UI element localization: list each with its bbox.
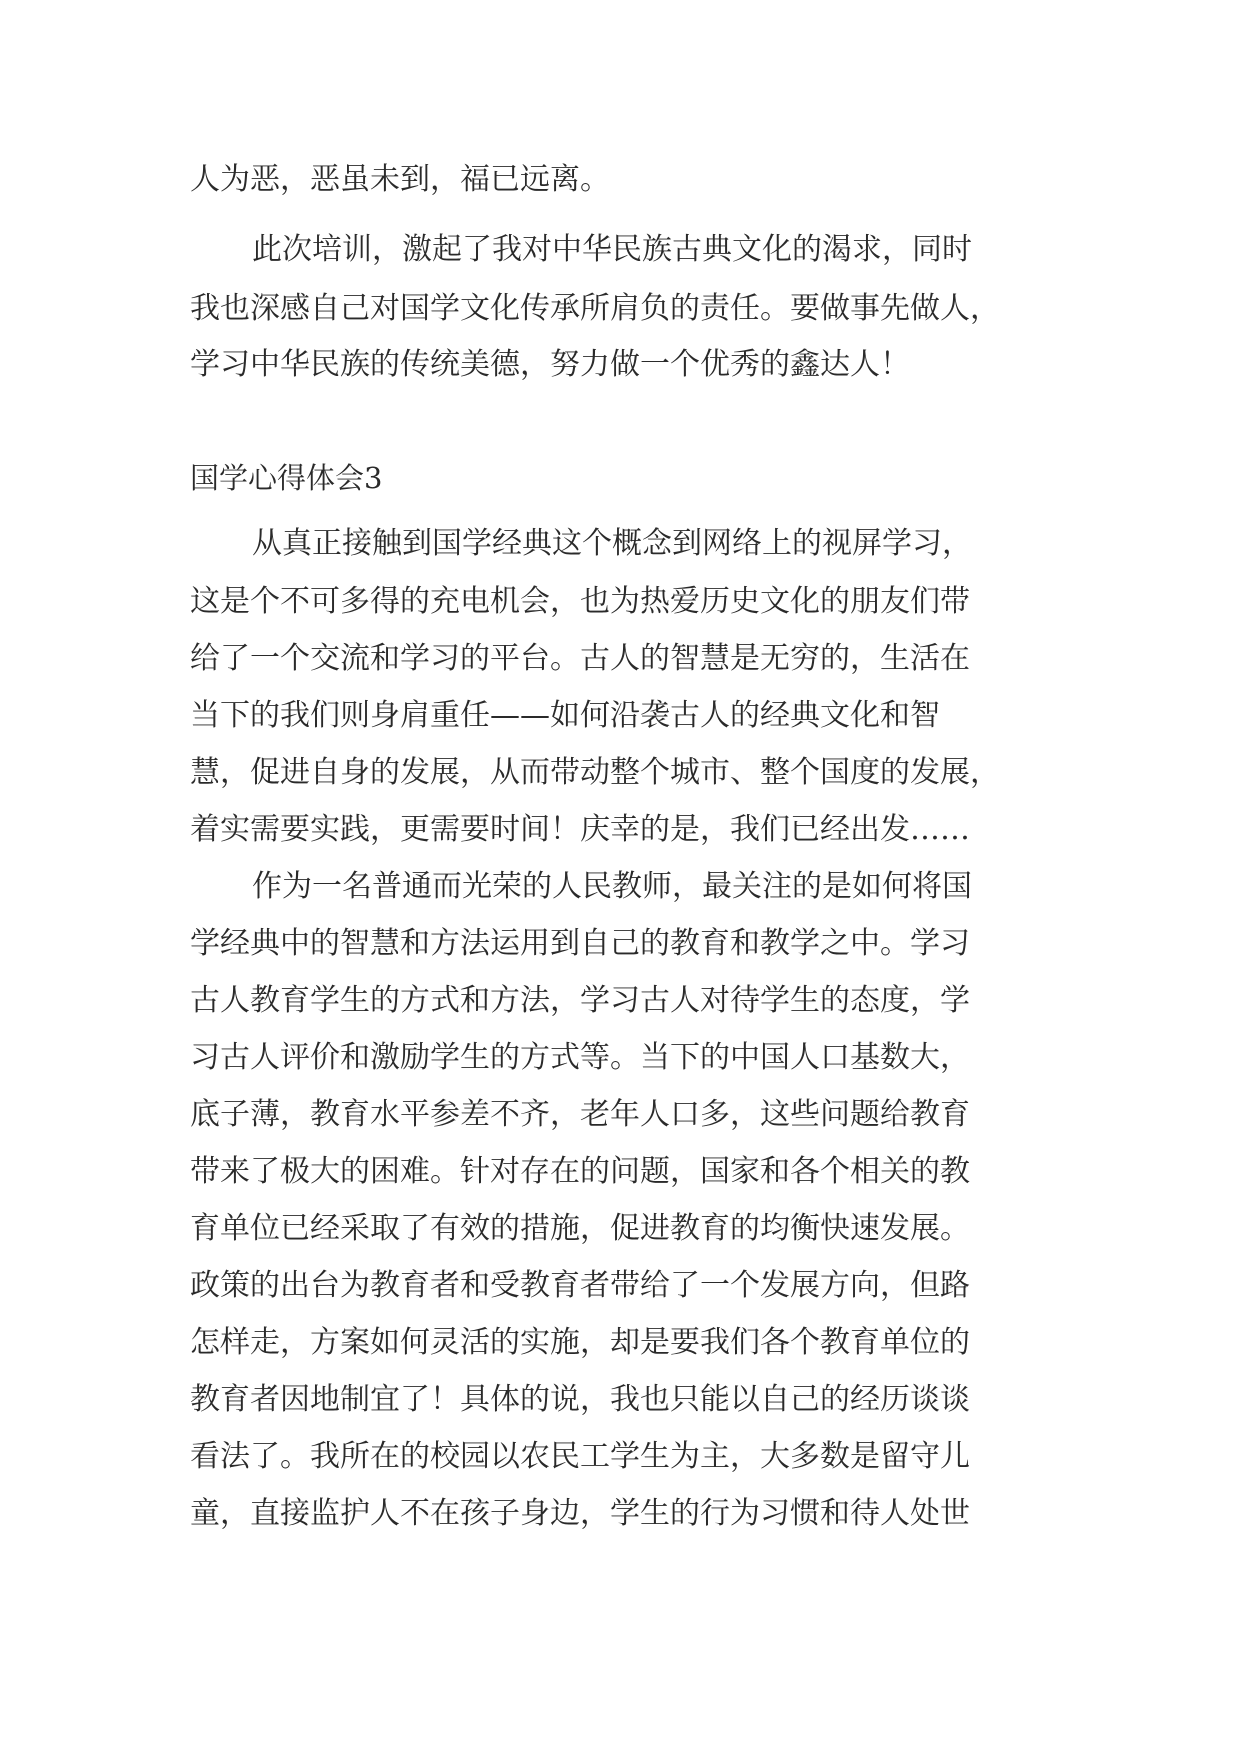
text-line: 习古人评价和激励学生的方式等。当下的中国人口基数大， xyxy=(190,1040,970,1075)
text-line: 看法了。我所在的校园以农民工学生为主，大多数是留守儿 xyxy=(190,1439,970,1474)
section-heading: 国学心得体会3 xyxy=(190,461,383,495)
text-line: 当下的我们则身肩重任——如何沿袭古人的经典文化和智 xyxy=(190,698,940,733)
text-line: 带来了极大的困难。针对存在的问题，国家和各个相关的教 xyxy=(190,1154,970,1189)
text-line: 学经典中的智慧和方法运用到自己的教育和教学之中。学习 xyxy=(190,926,970,961)
text-line: 我也深感自己对国学文化传承所肩负的责任。要做事先做人， xyxy=(190,291,1000,326)
text-line: 育单位已经采取了有效的措施，促进教育的均衡快速发展。 xyxy=(190,1211,970,1246)
paragraph-first-line: 作为一名普通而光荣的人民教师，最关注的是如何将国 xyxy=(252,869,972,904)
text-line: 底子薄，教育水平参差不齐，老年人口多，这些问题给教育 xyxy=(190,1097,970,1132)
text-line: 童，直接监护人不在孩子身边，学生的行为习惯和待人处世 xyxy=(190,1496,970,1531)
paragraph-first-line: 从真正接触到国学经典这个概念到网络上的视屏学习， xyxy=(252,526,972,561)
paragraph-first-line: 此次培训，激起了我对中华民族古典文化的渴求，同时 xyxy=(252,232,972,267)
text-line: 慧，促进自身的发展，从而带动整个城市、整个国度的发展， xyxy=(190,755,1000,790)
text-line: 这是个不可多得的充电机会，也为热爱历史文化的朋友们带 xyxy=(190,584,970,619)
text-line: 怎样走，方案如何灵活的实施，却是要我们各个教育单位的 xyxy=(190,1325,970,1360)
text-line: 政策的出台为教育者和受教育者带给了一个发展方向，但路 xyxy=(190,1268,970,1303)
text-line: 给了一个交流和学习的平台。古人的智慧是无穷的，生活在 xyxy=(190,641,970,676)
text-line: 着实需要实践，更需要时间！庆幸的是，我们已经出发…… xyxy=(190,812,970,847)
text-line: 古人教育学生的方式和方法，学习古人对待学生的态度，学 xyxy=(190,983,970,1018)
text-line: 学习中华民族的传统美德，努力做一个优秀的鑫达人！ xyxy=(190,347,910,382)
text-line: 教育者因地制宜了！具体的说，我也只能以自己的经历谈谈 xyxy=(190,1382,970,1417)
text-line: 人为恶，恶虽未到，福已远离。 xyxy=(190,162,610,197)
